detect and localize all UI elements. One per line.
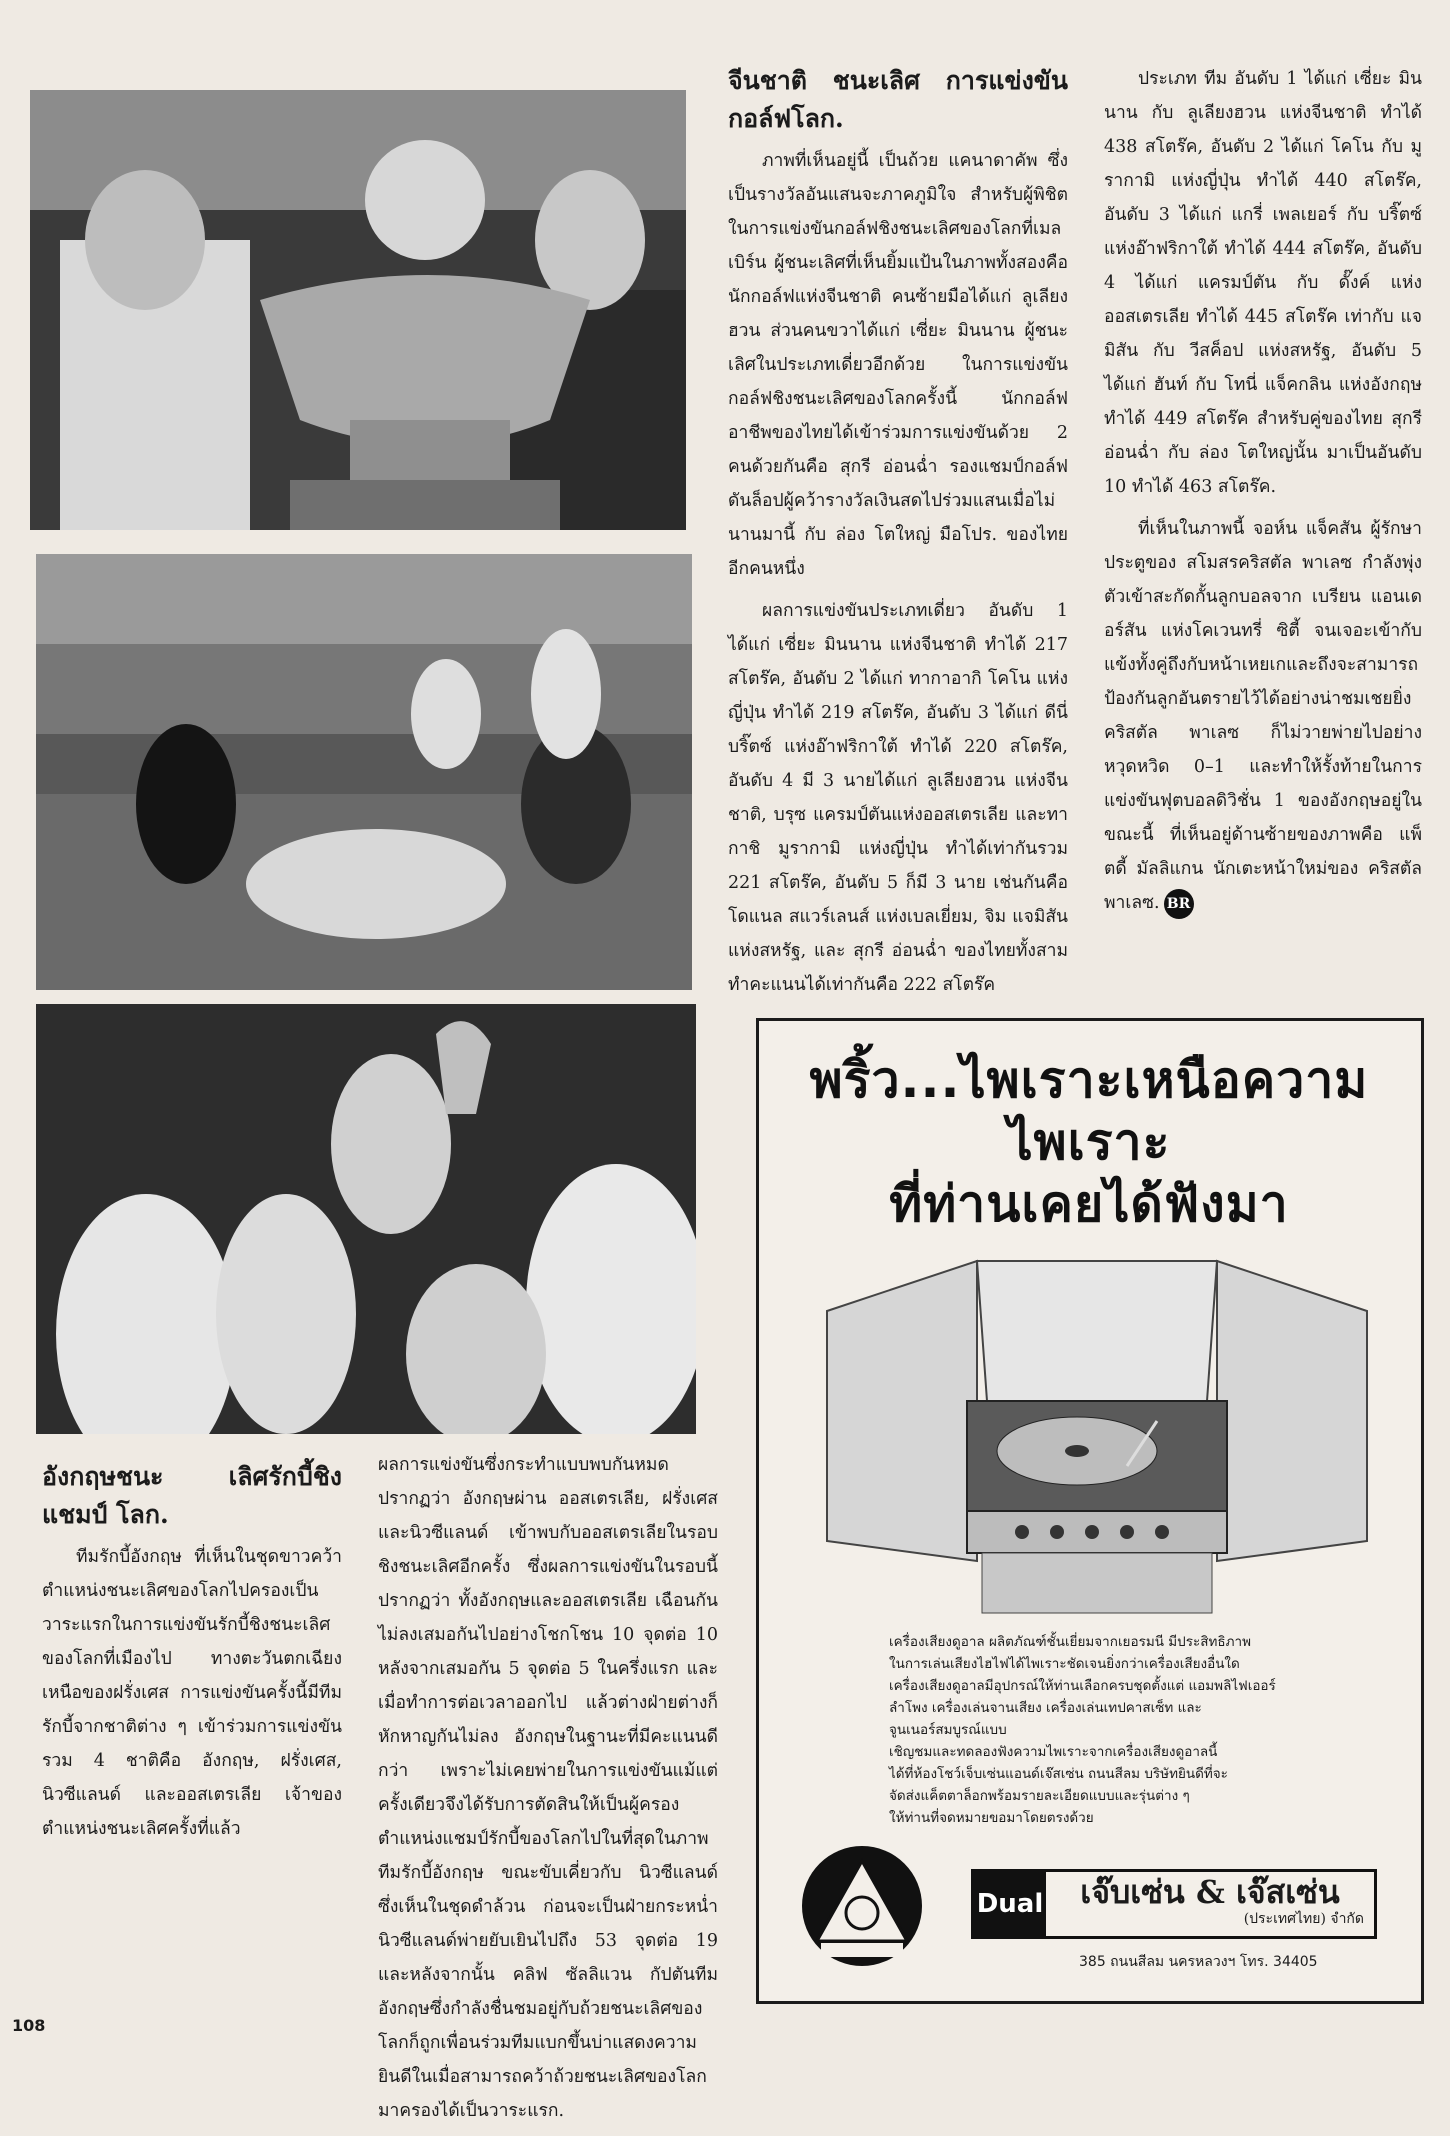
ad-body-line: ให้ท่านที่จดหมายขอมาโดยตรงด้วย	[889, 1810, 1094, 1826]
golf-trophy-photo	[30, 90, 686, 530]
ad-body-line: เครื่องเสียงดูอาล ผลิตภัณฑ์ชั้นเยี่ยมจากเยอรมนี มีประสิทธิภาพ	[889, 1634, 1251, 1650]
golf-headline: จีนชาติ ชนะเลิศ การแข่งขัน กอล์ฟโลก.	[728, 66, 1068, 133]
ad-headline	[789, 1049, 1389, 1235]
company-name-block	[1046, 1872, 1374, 1936]
dual-logo: Dual	[974, 1872, 1046, 1936]
ad-body-line: ได้ที่ห้องโชว์เจ็บเซ่นแอนด์เจ๊สเซ่น ถนนสีลม บริษัทยินดีที่จะ	[889, 1766, 1228, 1782]
br-logo: BR	[1164, 889, 1194, 919]
stereo-system-illustration	[807, 1241, 1387, 1621]
quality-seal-icon	[799, 1843, 925, 1969]
ad-body-line: เครื่องเสียงดูอาลมีอุปกรณ์ให้ท่านเลือกครบชุดตั้งแต่ แอมพลิไฟเออร์	[889, 1678, 1276, 1694]
rugby-article-col1	[42, 1458, 342, 1854]
page-number: 108	[12, 2016, 46, 2035]
ad-body-line: จัดส่งแค็ตตาล็อกพร้อมรายละเอียดแบบและรุ่นต่าง ๆ	[889, 1788, 1190, 1804]
company-name: เจ๊บเซ่น & เจ๊สเซ่น	[1080, 1873, 1340, 1911]
rugby-paragraph: ผลการแข่งขันซึ่งกระทำแบบพบกันหมดปรากฏว่า อังกฤษผ่าน ออสเตรเลีย, ฝรั่งเศส และนิวซีแลนด์ เข้าพบกับออสเตรเลียในรอบชิงชนะเลิศอีกครั้ง ซึ่งผลการแข่งขันในรอบนี้ปรากฏว่า ทั้งอังกฤษและออสเตรเลีย เฉือนกันไม่ลงเสมอกันไปอย่างโชกโชน 10 จุดต่อ 10 หลังจากเสมอกัน 5 จุดต่อ 5 ในครึ่งแรก และเมื่อทำการต่อเวลาออกไป แล้วต่างฝ่ายต่างก็หักหาญกันไม่ลง อังกฤษในฐานะที่มีคะแนนดีกว่า เพราะไม่เคยพ่ายในการแข่งขันแม้แต่ครั้งเดียวจึงได้รับการตัดสินให้เป็นผู้ครองตำแหน่งแชมป์รักบี้ของโลกไปในที่สุดในภาพ ทีมรักบี้อังกฤษ ขณะขับเคี่ยวกับ นิวซีแลนด์ ซึ่งเห็นในชุดดำล้วน ก่อนจะเป็นฝ่ายกระหน่ำนิวซีแลนด์พ่ายยับเยินไปถึง 53 จุดต่อ 19 และหลังจากนั้น คลิฟ ซัลลิแวน กัปตันทีม อังกฤษซึ่งกำลังชื่นชมอยู่กับถ้วยชนะเลิศของโลกก็ถูกเพื่อนร่วมทีมแบกขึ้นบ่าแสดงความยินดีในเมื่อสามารถคว้าถ้วยชนะเลิศของโลกมาครองได้เป็นวาระแรก.	[378, 1455, 718, 2121]
soccer-caption-text: ที่เห็นในภาพนี้ จอห์น แจ็คสัน ผู้รักษาประตูของ สโมสรคริสตัล พาเลซ กำลังพุ่งตัวเข้าสะกัดกั้นลูกบอลจาก เบรียน แอนเดอร์สัน แห่งโคเวนทรี่ ซิตี้ จนเจอะเข้ากับแข้งทั้งคู่ถึงกับหน้าเหยเกและถึงจะสามารถป้องกันลูกอันตรายไว้ได้อย่างน่าชมเชยยิ่ง คริสตัล พาเลซ ก็ไม่วายพ่ายไปอย่างหวุดหวิด 0–1 และทำให้รั้งท้ายในการแข่งขันฟุตบอลดิวิชั่น 1 ของอังกฤษอยู่ในขณะนี้ ที่เห็นอยู่ด้านซ้ายของภาพคือ แพ็ตดี้ มัลลิแกน นักเตะหน้าใหม่ของ คริสตัล พาเลซ.	[1104, 519, 1422, 913]
company-logo-box	[971, 1869, 1377, 1939]
company-suffix: (ประเทศไทย) จำกัด	[1243, 1911, 1364, 1927]
golf-paragraph: ประเภท ทีม อันดับ 1 ได้แก่ เซี่ยะ มินนาน กับ ลูเลียงฮวน แห่งจีนชาติ ทำได้ 438 สโตร๊ค, อันดับ 2 ได้แก่ โคโน กับ มูรากามิ แห่งญี่ปุ่น ทำได้ 440 สโตร๊ค, อันดับ 3 ได้แก่ แกรี่ เพลเยอร์ กับ บริ๊ตซ์ แห่งอ๊าฟริกาใต้ ทำได้ 444 สโตร๊ค, อันดับ 4 ได้แก่ แครมป์ตัน กับ ดั๊งค์ แห่งออสเตรเลีย ทำได้ 445 สโตร๊ค เท่ากับ แจมิสัน กับ วีสค็อป แห่งสหรัฐ, อันดับ 5 ได้แก่ ฮันท์ กับ โทนี่ แจ็คกลิน แห่งอังกฤษ ทำได้ 449 สโตร๊ค สำหรับคู่ของไทย สุกรี อ่อนฉ่ำ กับ ล่อง โตใหญ่นั้น มาเป็นอันดับ 10 ทำได้ 463 สโตร๊ค.	[1104, 69, 1422, 497]
rugby-headline: อังกฤษชนะ เลิศรักบี้ชิงแชมป์ โลก.	[42, 1462, 342, 1529]
soccer-match-photo	[36, 554, 692, 990]
dual-advertisement	[756, 1018, 1424, 2004]
ad-body-line: ลำโพง เครื่องเล่นจานเสียง เครื่องเล่นเทปคาสเซ็ท และ	[889, 1700, 1202, 1716]
ad-body-line: ในการเล่นเสียงไฮไฟได้ไพเราะชัดเจนยิ่งกว่าเครื่องเสียงอื่นใด	[889, 1656, 1240, 1672]
company-address: 385 ถนนสีลม นครหลวงฯ โทร. 34405	[1079, 1954, 1318, 1970]
golf-paragraph: ผลการแข่งขันประเภทเดี่ยว อันดับ 1 ได้แก่ เซี่ยะ มินนาน แห่งจีนชาติ ทำได้ 217 สโตร๊ค, อันดับ 2 ได้แก่ ทากาอากิ โคโน แห่งญี่ปุ่น ทำได้ 219 สโตร๊ค, อันดับ 3 ได้แก่ ดีนี่ บริ๊ตซ์ แห่งอ๊าฟริกาใต้ ทำได้ 220 สโตร๊ค, อันดับ 4 มี 3 นายได้แก่ ลูเลียงฮวน แห่งจีนชาติ, บรุซ แครมป์ตันแห่งออสเตรเลีย และทากาชิ มูรากามิ แห่งญี่ปุ่น ทำได้เท่ากันรวม 221 สโตร๊ค, อันดับ 5 ก็มี 3 นาย เช่นกันคือ โดแนล สแวร์เลนส์ แห่งเบลเยี่ยม, จิม แจมิสัน แห่งสหรัฐ, และ สุกรี อ่อนฉ่ำ ของไทยทั้งสามทำคะแนนได้เท่ากันคือ 222 สโตร๊ค	[728, 601, 1068, 995]
ad-body-line: เชิญชมและทดลองฟังความไพเราะจากเครื่องเสียงดูอาลนี้	[889, 1744, 1218, 1760]
rugby-article-col2	[378, 1448, 718, 2136]
golf-article	[728, 62, 1068, 1010]
soccer-caption	[1104, 512, 1422, 920]
ad-body	[889, 1631, 1389, 1829]
ad-headline-line1: พริ้ว...ไพเราะเหนือความไพเราะ	[809, 1051, 1369, 1171]
rugby-paragraph: ทีมรักบี้อังกฤษ ที่เห็นในชุดขาวคว้าตำแหน่งชนะเลิศของโลกไปครองเป็นวาระแรกในการแข่งขันรักบี้ชิงชนะเลิศของโลกที่เมืองไป ทางตะวันตกเฉียงเหนือของฝรั่งเศส การแข่งขันครั้งนี้มีทีมรักบี้จากชาติต่าง ๆ เข้าร่วมการแข่งขันรวม 4 ชาติคือ อังกฤษ, ฝรั่งเศส, นิวซีแลนด์ และออสเตรเลีย เจ้าของตำแหน่งชนะเลิศครั้งที่แล้ว	[42, 1547, 342, 1839]
ad-body-line: จูนเนอร์สมบูรณ์แบบ	[889, 1722, 1007, 1738]
golf-paragraph: ภาพที่เห็นอยู่นี้ เป็นถ้วย แคนาดาคัพ ซึ่งเป็นรางวัลอันแสนจะภาคภูมิใจ สำหรับผู้พิชิตในการแข่งขันกอล์ฟชิงชนะเลิศของโลกที่เมลเบิร์น ผู้ชนะเลิศที่เห็นยิ้มแป้นในภาพทั้งสองคือนักกอล์ฟแห่งจีนชาติ คนซ้ายมือได้แก่ ลูเลียงฮวน ส่วนคนขวาได้แก่ เซี่ยะ มินนาน ผู้ชนะเลิศในประเภทเดี่ยวอีกด้วย ในการแข่งขันกอล์ฟชิงชนะเลิศของโลกครั้งนี้ นักกอล์ฟอาชีพของไทยได้เข้าร่วมการแข่งขันด้วย 2 คนด้วยกันคือ สุกรี อ่อนฉ่ำ รองแชมป์กอล์ฟดันล็อปผู้คว้ารางวัลเงินสดไปร่วมแสนเมื่อไม่นานมานี้ กับ ล่อง โตใหญ่ มือโปร. ของไทยอีกคนหนึ่ง	[728, 151, 1068, 579]
ad-headline-line2: ที่ท่านเคยได้ฟังมา	[889, 1175, 1289, 1233]
golf-article-continued	[1104, 62, 1422, 928]
rugby-team-photo	[36, 1004, 696, 1434]
